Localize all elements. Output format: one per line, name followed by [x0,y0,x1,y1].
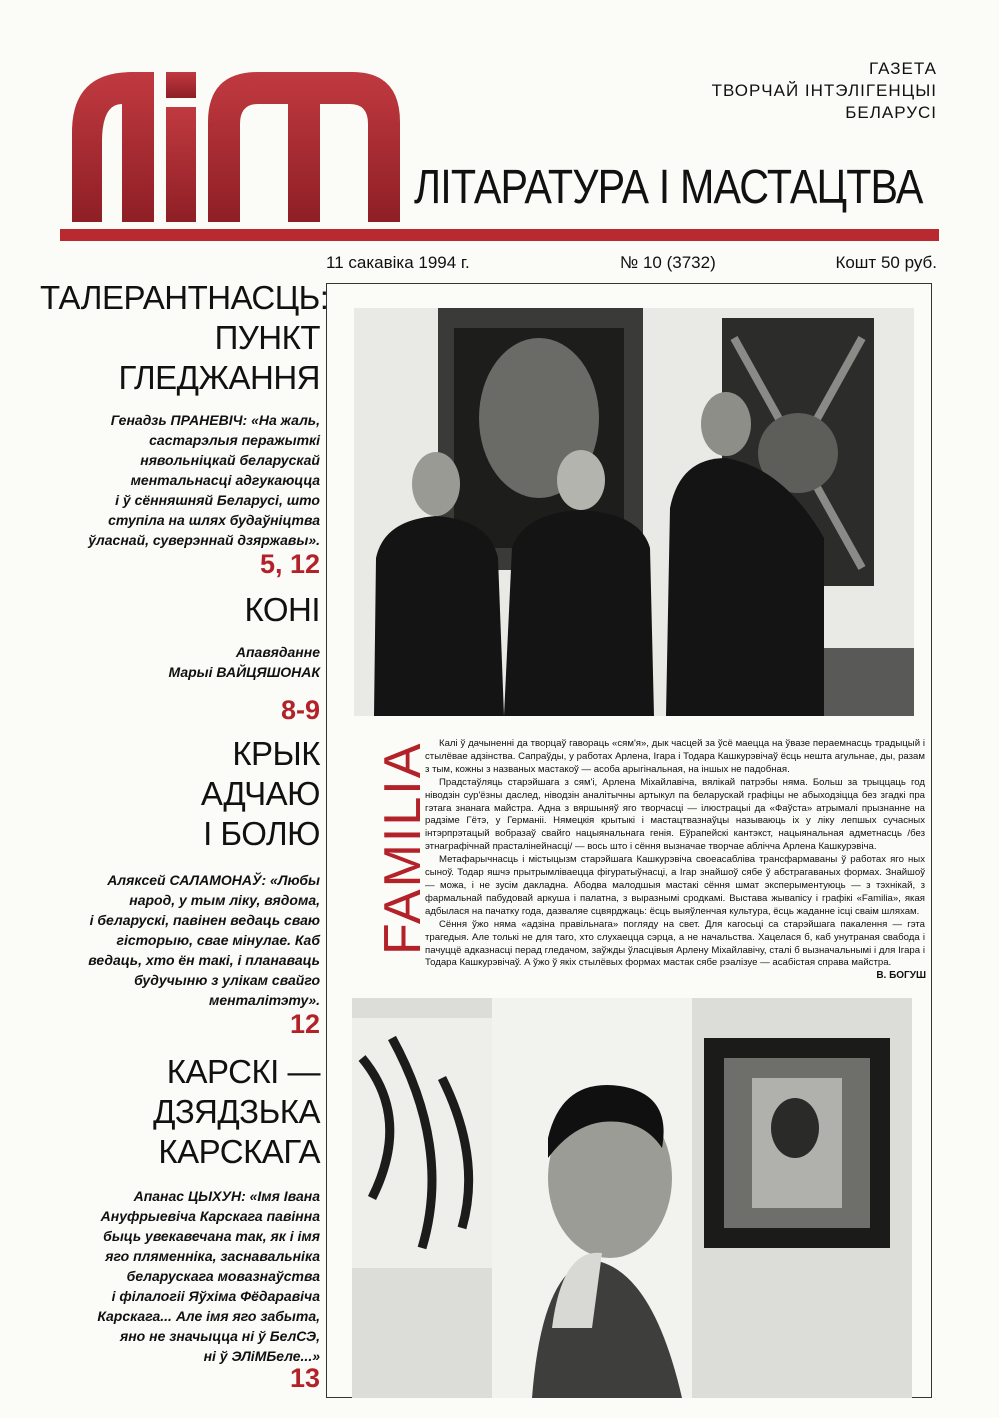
teaser-headline-horses: КОНІ [244,591,320,628]
blurb-line: Апанас ЦЫХУН: «Імя Івана [133,1188,320,1204]
article-paragraph: Сёння ўжо няма «адзіна правільнага» погляду на свет. Для кагосьці са старэйшага пакалення — гэта трагедыя. Але толькі не для таго, хто слухаецца сэрца, а не начальства. Хацелася б, каб унутраная свабода і пачуццё адказнасці перад гледачом, заўжды ўласцівыя Арлену Міхайлавічу, сталі б вызначальнымі і для Ігара і Тодара Кашкурэвічаў. А ўжо ў якіх стылёвых формах мастак сябе рэалізуе — асабістая справа майстра. [425,918,925,969]
article-paragraph: Прадстаўляць старэйшага з сям'і, Арлена Міхайлавіча, вялікай патрэбы няма. Больш за трыццаць год ніводзін сур'ёзны даслед, ніводзін аналітычны артыкул па беларускай графіцы не абыходзіцца без згадкі пра гэтага знанага майстра. Адна з вяршыняў яго творчасці — ілюстрацыі да «Фаўста» атрымалі прызнанне на радзіме Гётэ, у Германіі. Нямецкія крытыкі і мастацтвазнаўцы называюць іх у ліку лепшых сучасных інтэрпрэтацый вобразаў свайго нацыянальнага генія. Еўрапейскі кантэкст, нацыянальная адметнасць /без этнаграфічнай прасталінейнасці/ — вось што і сёння вызначае творчае аблічча Арлена Кашкурэвіча. [425,776,925,853]
blurb-line: і беларускі, павінен ведаць сваю [89,912,320,928]
headline-line: ГЛЕДЖАННЯ [118,359,320,396]
blurb-line: і ў сённяшняй Беларусі, што [115,492,320,508]
photo-woman-in-gallery [352,998,912,1398]
teaser-blurb-horses [40,642,320,682]
blurb-line: Аляксей САЛАМОНАЎ: «Любы [107,872,320,888]
headline-line: КАРСКІ — [166,1053,320,1090]
teaser-headline-karski [40,1052,320,1172]
headline-line: ДЗЯДЗЬКА [153,1093,320,1130]
teaser-headline [40,278,329,398]
blurb-line: Апавяданне [235,644,320,660]
teaser-blurb-tolerance [40,410,320,550]
page-ref: 5, 12 [259,549,320,579]
teaser-headline-cry [40,734,320,854]
blurb-line: народ, у тым ліку, вядома, [129,892,320,908]
page-ref: 8-9 [280,695,320,725]
tagline-line: БЕЛАРУСІ [845,103,937,122]
article-paragraph: Калі ў дачыненні да творцаў гавораць «сям'я», дык часцей за ўсё маецца на ўвазе пераемнасць традыцый і стылёвае адзінства. Сапраўды, у работах Арлена, Ігара і Тодара Кашкурэвічаў ёсць нешта агульнае, ды, разам з тым, кожны з названых мастакоў — асоба арыгінальная, на іншых не падобная. [425,738,925,775]
photo-artists-at-exhibition [354,308,914,716]
tagline-line: ТВОРЧАЙ ІНТЭЛІГЕНЦЫІ [711,81,937,100]
blurb-line: яно не значыцца ні ў БелСЭ, [119,1328,320,1344]
newspaper-full-name: ЛІТАРАТУРА І МАСТАЦТВА [414,161,923,214]
blurb-line: ментальнасці адгукаюцца [130,472,320,488]
blurb-line: Карскага... Але імя яго забыта, [97,1308,320,1324]
blurb-line: гісторыю, свае мінулае. Каб [116,932,320,948]
blurb-line: ні ў ЭЛіМБеле...» [203,1348,320,1364]
masthead-red-rule [60,229,939,241]
issue-number: № 10 (3732) [620,253,716,272]
page-ref: 12 [289,1009,320,1039]
blurb-line: састарэлыя перажыткі [149,432,320,448]
blurb-line: Генадзь ПРАНЕВІЧ: «На жаль, [110,412,320,428]
newspaper-logo [62,62,407,227]
blurb-line: і філалогіі Яўхіма Фёдаравіча [111,1288,320,1304]
feature-article [425,738,925,970]
blurb-line: будучыню з улікам свайго [134,972,320,988]
blurb-line: менталітэту». [209,992,320,1008]
blurb-line: ўласнай, суверэннай дзяржавы». [88,532,320,548]
blurb-line: ведаць, хто ён такі, і планаваць [88,952,320,968]
headline-line: КАРСКАГА [158,1133,320,1170]
teaser-tolerance [40,278,329,398]
masthead-tagline [712,58,937,124]
issue-date: 11 сакавіка 1994 г. [326,253,470,272]
blurb-line: нявольніцкай беларускай [140,452,320,468]
blurb-line: Ануфрыевіча Карскага павінна [100,1208,320,1224]
headline-line: КРЫК [232,735,320,772]
teaser-blurb-karski [40,1186,320,1366]
blurb-line: беларускага мовазнаўства [126,1268,320,1284]
article-author: В. БОГУШ [876,970,926,981]
headline-line: АДЧАЮ [200,775,320,812]
blurb-line: яго пляменніка, заснавальніка [105,1248,320,1264]
tagline-line: ГАЗЕТА [869,59,937,78]
feature-title: FAMILIA [374,741,432,955]
article-paragraph: Метафарычнасць і містыцызм старэйшага Кашкурэвіча своеасабліва трансфармаваны ў работах яго ных сыноў. Тодар яшчэ прытрымліваецца фігуратыўнасці, а Ігар знайшоў сябе ў абстрагаваных формах. Знайшоў — можа, і не зусім дакладна. Абодва малодшыя мастакі сёння шмат эксперыментуюць — з тэхнікай, з фармальнай пабудовай аркуша і палатна, з выразнымі сродкамі. Выстава жывапісу і графікі «Familia», якая адбылася на пачатку года, дазваляе сцвярджаць: ёсць выяўленчая культура, ёсць жаданне ісці сваім шляхам. [425,854,925,917]
blurb-line: быць увекавечана так, як і імя [103,1228,320,1244]
blurb-line: Марыі ВАЙЦЯШОНАК [168,664,320,680]
headline-line: ПУНКТ [214,319,320,356]
issue-price: Кошт 50 руб. [835,253,937,272]
headline-line: І БОЛЮ [203,815,320,852]
page-ref: 13 [289,1363,320,1393]
blurb-line: ступіла на шлях будаўніцтва [108,512,320,528]
headline-line: ТАЛЕРАНТНАСЦЬ: [40,279,329,316]
teaser-blurb-cry [40,870,320,1010]
